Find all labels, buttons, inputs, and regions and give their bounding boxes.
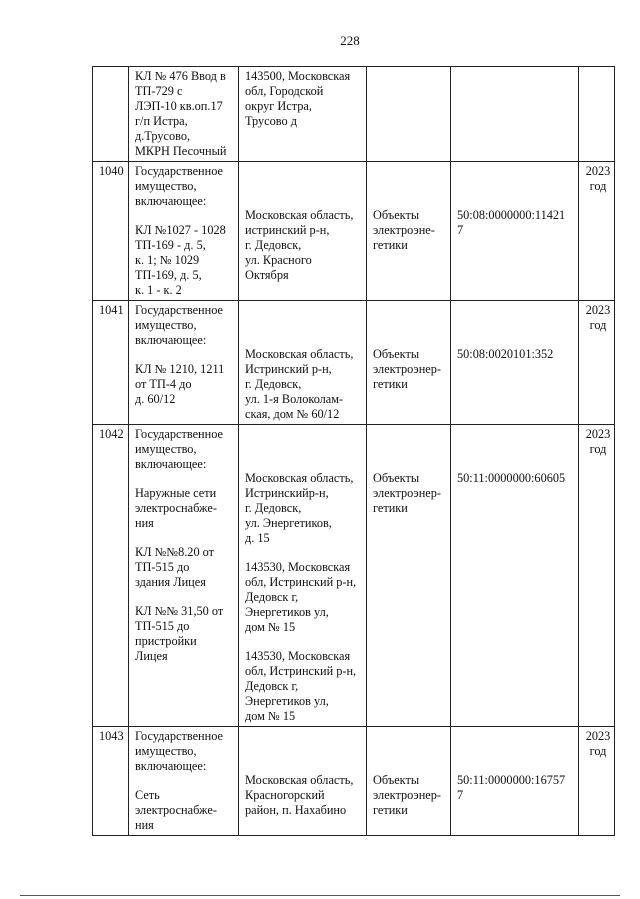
- registry-body: [93, 67, 615, 836]
- object-name-block: [135, 223, 235, 298]
- address-block: [245, 649, 363, 724]
- year-value: 2023 год: [585, 427, 611, 456]
- object-name: КЛ № 476 Ввод в ТП-729 с ЛЭП-10 кв.оп.17 г/п Истра, д.Трусово, МКРН Песочный: [135, 69, 227, 158]
- object-name-block: [135, 788, 235, 833]
- address-block: [245, 560, 363, 635]
- row-number: 1043: [99, 729, 124, 743]
- object-name-block: [135, 362, 235, 407]
- table-row: [93, 162, 615, 301]
- row-number: 1041: [99, 303, 124, 317]
- address-cell: [239, 301, 367, 425]
- category-block: [373, 208, 447, 253]
- object-name: КЛ № 1210, 1211 от ТП-4 до д. 60/12: [135, 362, 225, 406]
- address: 143500, Московская обл, Городской округ Истра, Трусово д: [245, 69, 351, 128]
- address-block: [245, 69, 363, 129]
- object-name-block: [135, 604, 235, 664]
- address: 143530, Московская обл, Истринский р-н, Дедовск г, Энергетиков ул, дом № 15: [245, 649, 357, 723]
- category-cell: [367, 727, 451, 836]
- object-name-cell: [129, 301, 239, 425]
- object-name: Наружные сети электроснабже- ния: [135, 486, 217, 530]
- category: Объекты электроэнер- гетики: [373, 471, 441, 515]
- address: 143530, Московская обл, Истринский р-н, Дедовск г, Энергетиков ул, дом № 15: [245, 560, 357, 634]
- object-name-block: [135, 486, 235, 531]
- year-value: 2023 год: [585, 303, 611, 332]
- cadastral-number: 50:11:0000000:60605: [457, 471, 566, 485]
- row-number-cell: [93, 727, 129, 836]
- object-name: Сеть электроснабже- ния: [135, 788, 217, 832]
- cadastral-number: 50:08:0020101:352: [457, 347, 554, 361]
- year-cell: [579, 301, 615, 425]
- year-cell: [579, 727, 615, 836]
- category-block: [373, 347, 447, 392]
- row-number: 1040: [99, 164, 124, 178]
- row-number-cell: [93, 67, 129, 162]
- object-name-cell: [129, 727, 239, 836]
- address-cell: [239, 67, 367, 162]
- category-cell: [367, 67, 451, 162]
- bottom-divider: [20, 895, 620, 896]
- row-number-cell: [93, 301, 129, 425]
- cadastral-number: 50:11:0000000:16757 7: [457, 773, 566, 802]
- year-value: 2023 год: [585, 164, 611, 193]
- object-name: КЛ №№8.20 от ТП-515 до здания Лицея: [135, 545, 215, 589]
- category-block: [373, 773, 447, 818]
- cadastral-block: [457, 347, 575, 362]
- address: Московская область, Истринскийр-н, г. Дедовск, ул. Энергетиков, д. 15: [245, 471, 354, 545]
- category: Объекты электроэне- гетики: [373, 208, 435, 252]
- address-block: [245, 208, 363, 283]
- group-header: Государственное имущество, включающее:: [135, 164, 223, 208]
- group-header: Государственное имущество, включающее:: [135, 303, 223, 347]
- table-row: [93, 67, 615, 162]
- object-name-cell: [129, 67, 239, 162]
- year-cell: [579, 425, 615, 727]
- object-name-block: [135, 545, 235, 590]
- category: Объекты электроэнер- гетики: [373, 347, 441, 391]
- object-name: КЛ №1027 - 1028 ТП-169 - д. 5, к. 1; № 1029 ТП-169, д. 5, к. 1 - к. 2: [135, 223, 226, 297]
- cadastral-number-cell: [451, 162, 579, 301]
- address-block: [245, 347, 363, 422]
- property-registry-table: [92, 66, 615, 836]
- cadastral-number-cell: [451, 67, 579, 162]
- cadastral-number: 50:08:0000000:11421 7: [457, 208, 566, 237]
- group-header: Государственное имущество, включающее:: [135, 427, 223, 471]
- category: Объекты электроэнер- гетики: [373, 773, 441, 817]
- address-block: [245, 773, 363, 818]
- address-cell: [239, 162, 367, 301]
- cadastral-block: [457, 471, 575, 486]
- address: Московская область, Истринский р-н, г. Дедовск, ул. 1-я Волоколам- ская, дом № 60/12: [245, 347, 354, 421]
- category-block: [373, 471, 447, 516]
- table-row: [93, 301, 615, 425]
- table-row: [93, 727, 615, 836]
- row-number-cell: [93, 162, 129, 301]
- category-cell: [367, 425, 451, 727]
- address: Московская область, истринский р-н, г. Дедовск, ул. Красного Октября: [245, 208, 354, 282]
- cadastral-number-cell: [451, 425, 579, 727]
- page-number: 228: [340, 33, 360, 48]
- year-cell: [579, 162, 615, 301]
- year-cell: [579, 67, 615, 162]
- cadastral-block: [457, 208, 575, 238]
- address-cell: [239, 727, 367, 836]
- object-name-block: [135, 69, 235, 159]
- object-name-cell: [129, 162, 239, 301]
- object-name-cell: [129, 425, 239, 727]
- row-number-cell: [93, 425, 129, 727]
- cadastral-block: [457, 773, 575, 803]
- address-cell: [239, 425, 367, 727]
- group-header: Государственное имущество, включающее:: [135, 729, 223, 773]
- object-name: КЛ №№ 31,50 от ТП-515 до пристройки Лицея: [135, 604, 224, 663]
- cadastral-number-cell: [451, 727, 579, 836]
- category-cell: [367, 162, 451, 301]
- row-number: 1042: [99, 427, 124, 441]
- address-block: [245, 471, 363, 546]
- table-row: [93, 425, 615, 727]
- category-cell: [367, 301, 451, 425]
- cadastral-number-cell: [451, 301, 579, 425]
- year-value: 2023 год: [585, 729, 611, 758]
- address: Московская область, Красногорский район, п. Нахабино: [245, 773, 354, 817]
